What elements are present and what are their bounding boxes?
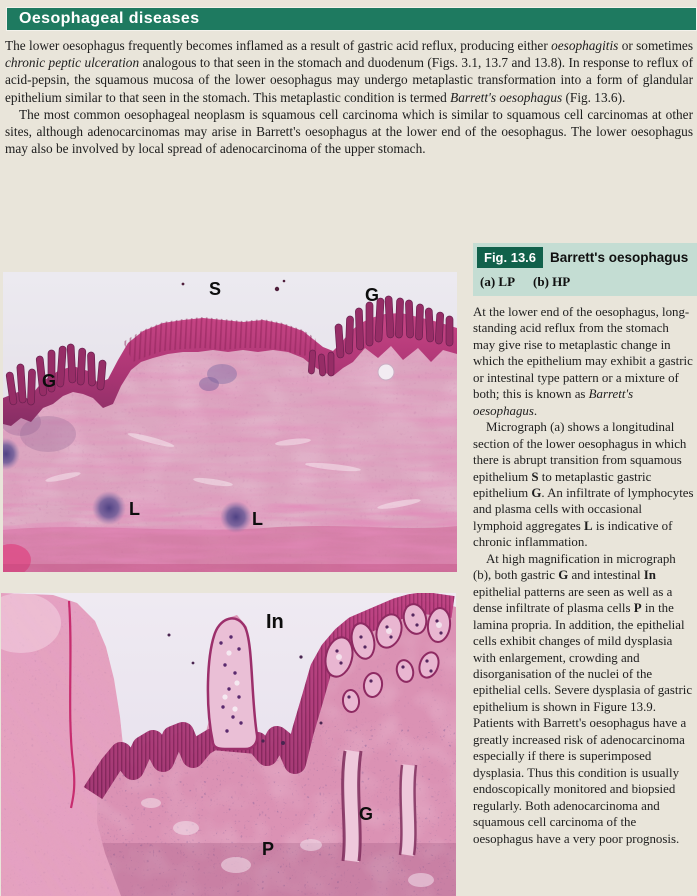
figure-caption-text <box>473 304 694 847</box>
micrograph-b-label-p: P <box>262 839 275 859</box>
figure-caption-panel <box>473 243 697 847</box>
caption-paragraph-2: Micrograph (a) shows a longitudinal section of the lower oesophagus in which there is abrupt transition from squamous epithelium S to metaplastic gastric epithelium G. An infiltrate of lymphocytes and plasma cells with occasional lymphoid aggregates L is indicative of chronic inflammation. <box>473 420 694 550</box>
caption-paragraph-1: At the lower end of the oesophagus, long-standing acid reflux from the stomach may give rise to metaplastic change in which the epithelium may exhibit a gastric or intestinal type pattern or a mixture of both; this is known as Barrett's oesophagus. <box>473 305 693 418</box>
micrograph-a-label-s: S <box>209 279 222 299</box>
figure-number-badge: Fig. 13.6 <box>477 247 543 268</box>
figure-title: Barrett's oesophagus <box>550 250 689 265</box>
micrograph-a-label-g-left: G <box>42 371 57 391</box>
micrograph-b <box>1 593 456 896</box>
figure-header <box>473 243 697 296</box>
micrograph-b-label-in: In <box>266 611 284 633</box>
micrograph-a-photo <box>3 272 457 572</box>
intro-paragraph-1: The lower oesophagus frequently becomes inflamed as a result of gastric acid reflux, producing either oesophagitis or sometimes chronic peptic ulceration analogous to that seen in the stomach and duodenum (Figs. 3.1, 13.7 and 13.8). In response to reflux of acid-pepsin, the squamous mucosa of the lower oesophagus may undergo metaplastic transformation into a form of glandular epithelium similar to that seen in the stomach. This metaplastic condition is termed Barrett's oesophagus (Fig. 13.6). <box>5 38 693 105</box>
micrograph-b-label-g: G <box>359 804 374 824</box>
micrograph-a-label-l-2: L <box>252 509 263 529</box>
section-title: Oesophageal diseases <box>19 10 200 27</box>
micrograph-a-label-l-1: L <box>129 499 140 519</box>
micrograph-a-label-g-right: G <box>365 285 380 305</box>
intro-text <box>5 37 693 157</box>
caption-paragraph-3: At high magnification in micrograph (b), both gastric G and intestinal In epithelial patterns are seen as well as a dense infiltrate of plasma cells P in the lamina propria. In addition, the epithelial cells exhibit changes of mild dysplasia with enlargement, crowding and disorganisation of the nuclei of the epithelial cells. Severe dysplasia of gastric epithelium is shown in Figure 13.9. Patients with Barrett's oesophagus have a greatly increased risk of adenocarcinoma especially if there is superimposed dysplasia. Thus this condition is usually endoscopically monitored and biopsied regularly. Both adenocarcinoma and squamous cell carcinoma of the oesophagus have a very poor prognosis. <box>473 551 693 846</box>
intro-paragraph-2: The most common oesophageal neoplasm is squamous cell carcinoma which is similar to squamous cell carcinomas at other sites, although adenocarcinomas may arise in Barrett's oesophagus at the lower end of the oesophagus. The lower oesophagus may also be involved by local spread of adenocarcinoma of the upper stomach. <box>5 106 693 157</box>
section-header-bar <box>6 7 697 31</box>
figure-panel-a-key: (a) LP <box>480 274 516 289</box>
figure-header-row <box>477 247 697 268</box>
figure-panel-keys <box>477 274 697 290</box>
figure-panel-b-key: (b) HP <box>533 274 571 289</box>
micrograph-a <box>3 272 457 572</box>
micrograph-b-photo <box>1 593 456 896</box>
